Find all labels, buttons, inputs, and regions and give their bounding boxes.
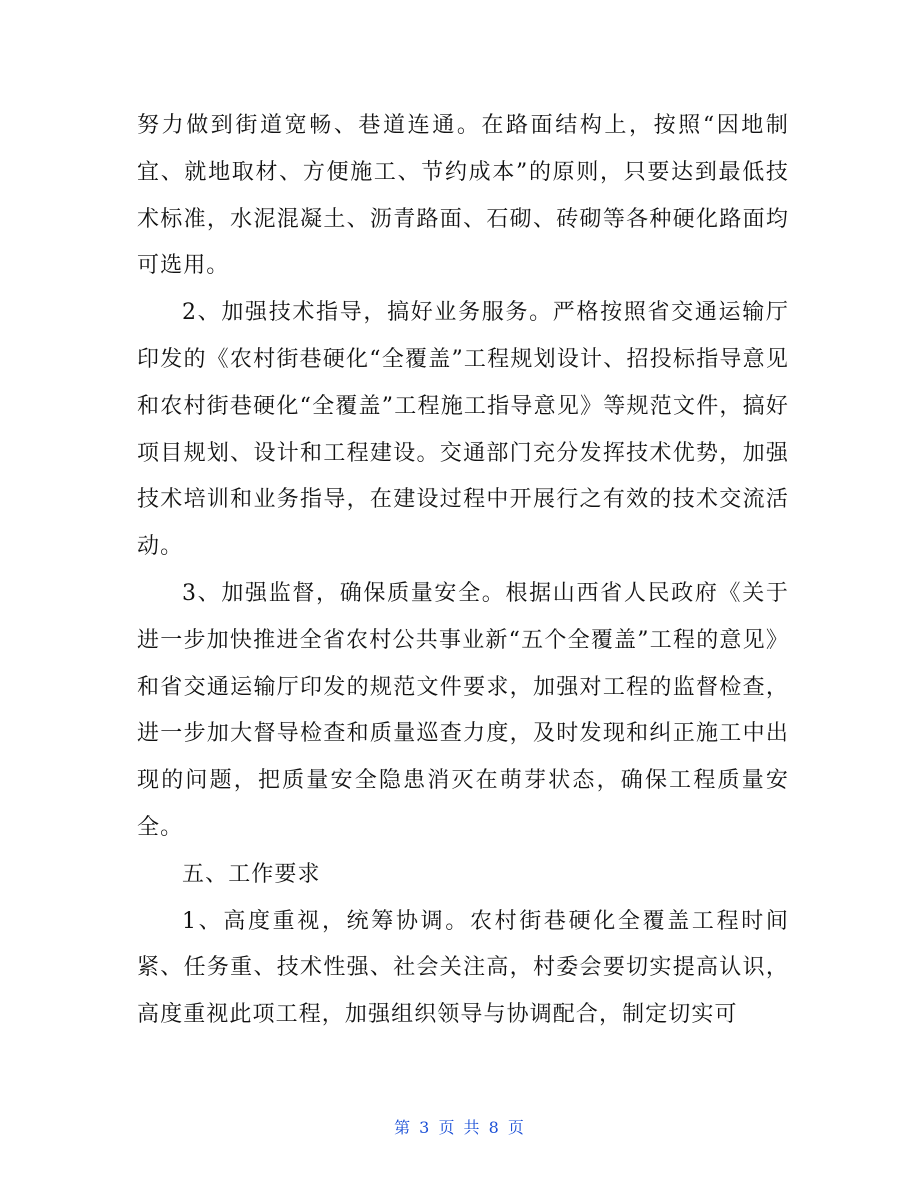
paragraph-continuation: 努力做到街道宽畅、巷道连通。在路面结构上，按照“因地制宜、就地取材、方便施工、节约成本”的原则，只要达到最低技术标准，水泥混凝土、沥青路面、石砌、砖砌等各种硬化路面均可选用。 (137, 113, 789, 279)
document-body (137, 103, 789, 1039)
section-heading-work-requirements: 五、工作要求 (182, 861, 321, 887)
paragraph-high-attention: 1、高度重视，统筹协调。农村街巷硬化全覆盖工程时间紧、任务重、技术性强、社会关注高，村委会要切实提高认识，高度重视此项工程，加强组织领导与协调配合，制定切实可 (137, 908, 789, 1028)
paragraph-supervision: 3、加强监督，确保质量安全。根据山西省人民政府《关于进一步加快推进全省农村公共事业新“五个全覆盖”工程的意见》和省交通运输厅印发的规范文件要求，加强对工程的监督检查，进一步加大督导检查和质量巡查力度，及时发现和纠正施工中出现的问题，把质量安全隐患消灭在萌芽状态，确保工程质量安全。 (137, 580, 789, 840)
paragraph-technical-guidance: 2、加强技术指导，搞好业务服务。严格按照省交通运输厅印发的《农村街巷硬化“全覆盖”工程规划设计、招投标指导意见和农村街巷硬化“全覆盖”工程施工指导意见》等规范文件，搞好项目规划、设计和工程建设。交通部门充分发挥技术优势，加强技术培训和业务指导，在建设过程中开展行之有效的技术交流活动。 (137, 300, 789, 560)
page-number-footer: 第 3 页 共 8 页 (394, 1118, 526, 1137)
